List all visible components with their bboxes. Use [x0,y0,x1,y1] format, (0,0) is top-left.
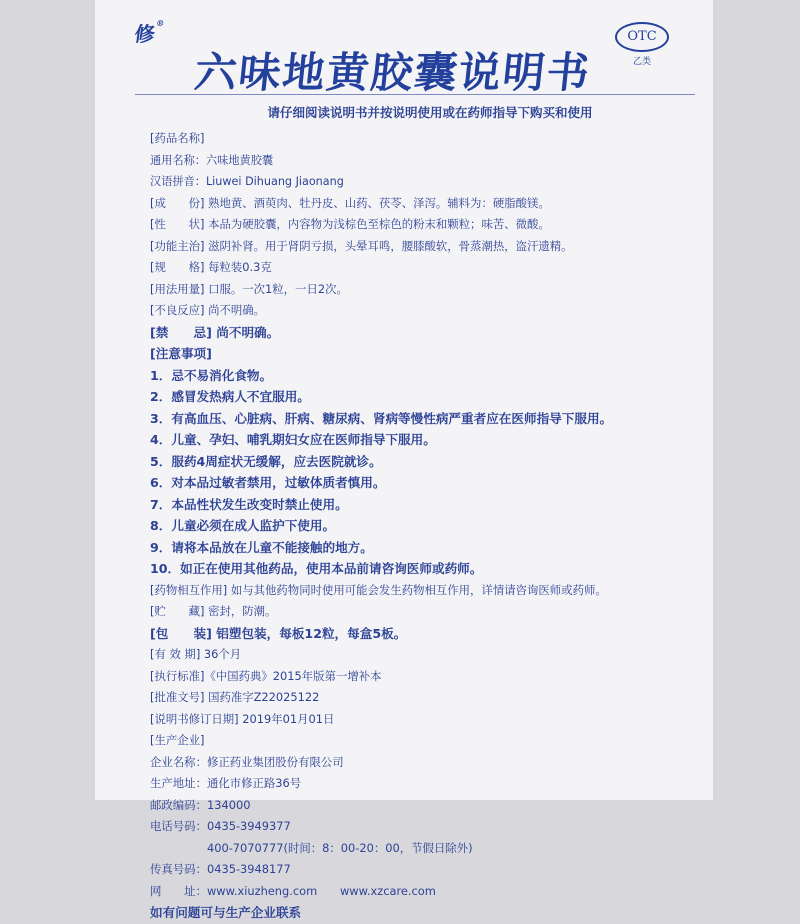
header-divider [135,94,695,95]
description: [性 状] 本品为硬胶囊，内容物为浅棕色至棕色的粉末和颗粒；味苦、微酸。 [150,217,550,231]
shelf-life: [有 效 期] 36个月 [150,647,242,661]
revision-date: [说明书修订日期] 2019年01月01日 [150,711,335,726]
precaution-item: 10．如正在使用其他药品，使用本品前请咨询医师或药师。 [150,561,483,576]
precaution-item: 2．感冒发热病人不宜服用。 [150,389,310,404]
phone-number: 电话号码：0435-3949377 [150,819,291,833]
precaution-item: 4．儿童、孕妇、哺乳期妇女应在医师指导下服用。 [150,432,436,447]
website: 网 址：www.xiuzheng.com www.xzcare.com [150,883,436,898]
storage: [贮 藏] 密封，防潮。 [150,604,277,618]
company-address: 生产地址：通化市修正路36号 [150,776,302,790]
section-manufacturer: [生产企业] [150,733,205,747]
approval-number: [批准文号] 国药准字Z22025122 [150,690,320,704]
postal-code: 邮政编码：134000 [150,797,251,812]
generic-name: 通用名称：六味地黄胶囊 [150,153,274,167]
specification: [规 格] 每粒装0.3克 [150,260,272,274]
precaution-item: 3．有高血压、心脏病、肝病、糖尿病、肾病等慢性病严重者应在医师指导下服用。 [150,410,613,426]
header [135,18,695,98]
hotline: 400-7070777(时间：8：00-20：00，节假日除外) [150,840,473,855]
adverse-reactions: [不良反应] 尚不明确。 [150,303,266,317]
contact-notice: 如有问题可与生产企业联系 [150,905,302,920]
contraindications: [禁 忌] 尚不明确。 [150,324,280,340]
otc-class-label: 乙类 [633,57,652,67]
company-name: 企业名称：修正药业集团股份有限公司 [150,754,344,769]
precaution-item: 8．儿童必须在成人监护下使用。 [150,518,336,533]
precaution-item: 5．服药4周症状无缓解，应去医院就诊。 [150,453,382,469]
section-precautions: [注意事项] [150,346,212,361]
standard: [执行标准]《中国药典》2015年版第一增补本 [150,668,382,683]
precaution-item: 1．忌不易消化食物。 [150,367,273,383]
brand-logo: 修® [133,18,166,46]
ingredients: [成 份] 熟地黄、酒萸肉、牡丹皮、山药、茯苓、泽泻。辅料为：硬脂酸镁。 [150,195,550,210]
pinyin-name: 汉语拼音：Liuwei Dihuang Jiaonang [150,175,344,188]
precaution-item: 6．对本品过敏者禁用，过敏体质者慎用。 [150,475,386,490]
document-title: 六味地黄胶囊说明书 [192,48,594,97]
otc-badge: OTC [615,22,669,52]
section-drug-name: [药品名称] [150,131,205,145]
precaution-item: 9．请将本品放在儿童不能接触的地方。 [150,539,373,555]
usage-notice: 请仔细阅读说明书并按说明使用或在药师指导下购买和使用 [267,105,593,120]
packaging: [包 装] 铝塑包装，每板12粒，每盒5板。 [150,625,407,641]
fax-number: 传真号码：0435-3948177 [150,862,291,876]
dosage: [用法用量] 口服。一次1粒，一日2次。 [150,281,348,296]
precaution-item: 7．本品性状发生改变时禁止使用。 [150,496,348,512]
indications: [功能主治] 滋阴补肾。用于肾阴亏损，头晕耳鸣，腰膝酸软，骨蒸潮热，盗汗遗精。 [150,238,573,253]
drug-interactions: [药物相互作用] 如与其他药物同时使用可能会发生药物相互作用，详情请咨询医师或药师。 [150,582,607,597]
